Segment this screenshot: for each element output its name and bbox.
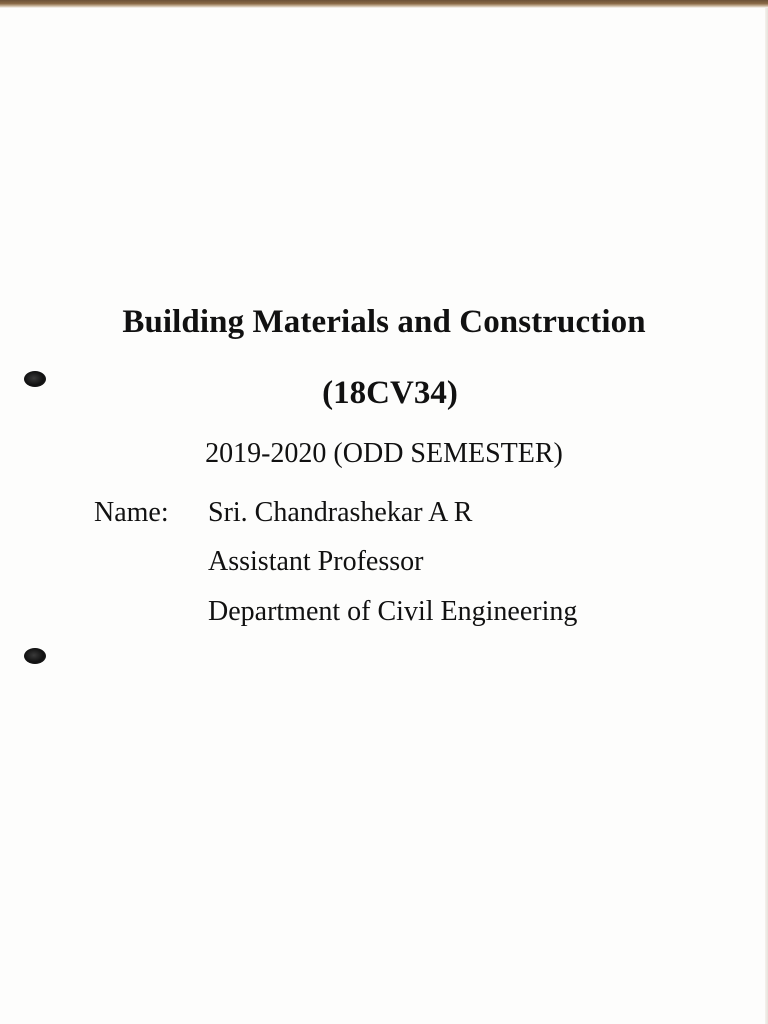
name-value: Sri. Chandrashekar A R — [208, 497, 473, 528]
course-code: (18CV34) — [322, 375, 458, 411]
name-label: Name: — [94, 497, 169, 528]
punch-hole-bottom — [24, 648, 46, 664]
department: Department of Civil Engineering — [208, 596, 578, 627]
page-top-edge — [0, 0, 768, 8]
designation: Assistant Professor — [208, 546, 424, 577]
semester-line: 2019-2020 (ODD SEMESTER) — [205, 438, 563, 469]
course-title: Building Materials and Construction — [122, 304, 646, 340]
